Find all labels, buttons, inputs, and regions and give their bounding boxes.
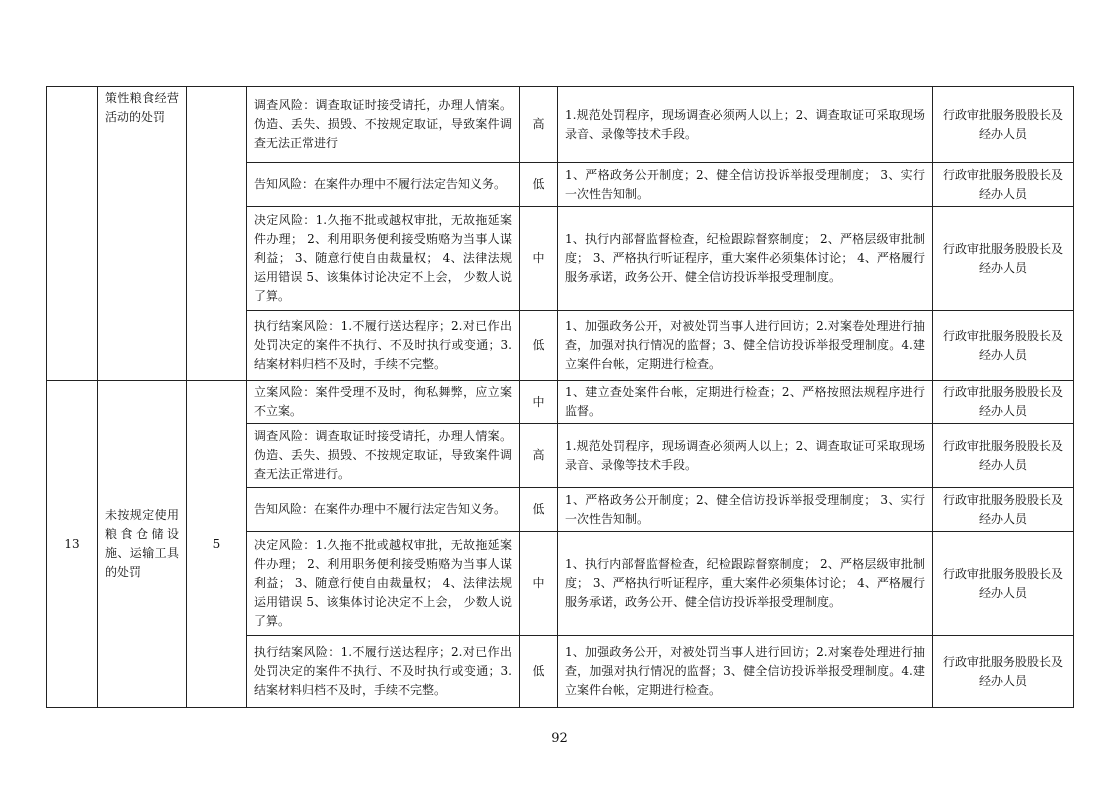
responsible-cell: 行政审批服务股股长及经办人员 <box>933 381 1074 424</box>
risk-table <box>46 86 1074 708</box>
risk-cell: 调查风险：调查取证时接受请托，办理人情案。伪造、丢失、损毁、不按规定取证，导致案件调查无法正常进行。 <box>247 424 520 488</box>
risk-cell: 告知风险：在案件办理中不履行法定告知义务。 <box>247 163 520 207</box>
responsible-cell: 行政审批服务股股长及经办人员 <box>933 636 1074 708</box>
risk-level: 低 <box>520 163 558 207</box>
measures-cell: 1、加强政务公开，对被处罚当事人进行回访；2.对案卷处理进行抽查，加强对执行情况的监督；3、健全信访投诉举报受理制度。4.建立案件台帐，定期进行检查。 <box>558 311 933 381</box>
measures-cell: 1.规范处罚程序，现场调查必须两人以上；2、调查取证可采取现场录音、录像等技术手段。 <box>558 424 933 488</box>
risk-level: 中 <box>520 207 558 311</box>
risk-cell: 决定风险：1.久拖不批或越权审批，无故拖延案件办理； 2、利用职务便利接受贿赂为当事人谋利益； 3、随意行使自由裁量权； 4、法律法规运用错误 5、该集体讨论决定不上会， 少数人说了算。 <box>247 532 520 636</box>
risk-cell: 决定风险：1.久拖不批或越权审批，无故拖延案件办理； 2、利用职务便利接受贿赂为当事人谋利益； 3、随意行使自由裁量权； 4、法律法规运用错误 5、该集体讨论决定不上会， 少数人说了算。 <box>247 207 520 311</box>
item-name-cell: 未按规定使用粮食仓储设施、运输工具的处罚 <box>98 381 187 708</box>
table-row <box>47 87 1074 163</box>
risk-cell: 执行结案风险：1.不履行送达程序；2.对已作出处罚决定的案件不执行、不及时执行或变通；3.结案材料归档不及时，手续不完整。 <box>247 311 520 381</box>
measures-cell: 1、严格政务公开制度；2、健全信访投诉举报受理制度； 3、实行一次性告知制。 <box>558 488 933 532</box>
responsible-cell: 行政审批服务股股长及经办人员 <box>933 488 1074 532</box>
measures-cell: 1、严格政务公开制度；2、健全信访投诉举报受理制度； 3、实行一次性告知制。 <box>558 163 933 207</box>
risk-cell: 告知风险：在案件办理中不履行法定告知义务。 <box>247 488 520 532</box>
risk-level: 中 <box>520 381 558 424</box>
measures-cell: 1、执行内部督监督检查，纪检跟踪督察制度； 2、严格层级审批制度； 3、严格执行听证程序，重大案件必须集体讨论； 4、严格履行服务承诺，政务公开、健全信访投诉举报受理制度。 <box>558 532 933 636</box>
risk-cell: 立案风险：案件受理不及时，徇私舞弊，应立案不立案。 <box>247 381 520 424</box>
measures-cell: 1.规范处罚程序，现场调查必须两人以上；2、调查取证可采取现场录音、录像等技术手段。 <box>558 87 933 163</box>
measures-cell: 1、建立查处案件台帐，定期进行检查；2、严格按照法规程序进行监督。 <box>558 381 933 424</box>
count-cell <box>187 87 247 381</box>
risk-level: 高 <box>520 424 558 488</box>
seq-cell: 13 <box>47 381 98 708</box>
responsible-cell: 行政审批服务股股长及经办人员 <box>933 424 1074 488</box>
risk-level: 低 <box>520 636 558 708</box>
risk-cell: 调查风险：调查取证时接受请托，办理人情案。伪造、丢失、损毁、不按规定取证，导致案件调查无法正常进行 <box>247 87 520 163</box>
item-name-cell: 策性粮食经营活动的处罚 <box>98 87 187 381</box>
risk-cell: 执行结案风险：1.不履行送达程序；2.对已作出处罚决定的案件不执行、不及时执行或变通；3.结案材料归档不及时，手续不完整。 <box>247 636 520 708</box>
responsible-cell: 行政审批服务股股长及经办人员 <box>933 207 1074 311</box>
measures-cell: 1、执行内部督监督检查，纪检跟踪督察制度； 2、严格层级审批制度； 3、严格执行听证程序，重大案件必须集体讨论； 4、严格履行服务承诺，政务公开、健全信访投诉举报受理制度。 <box>558 207 933 311</box>
responsible-cell: 行政审批服务股股长及经办人员 <box>933 163 1074 207</box>
measures-cell: 1、加强政务公开，对被处罚当事人进行回访；2.对案卷处理进行抽查，加强对执行情况的监督；3、健全信访投诉举报受理制度。4.建立案件台帐，定期进行检查。 <box>558 636 933 708</box>
responsible-cell: 行政审批服务股股长及经办人员 <box>933 311 1074 381</box>
seq-cell <box>47 87 98 381</box>
page-number: 92 <box>551 731 568 746</box>
count-cell: 5 <box>187 381 247 708</box>
risk-level: 中 <box>520 532 558 636</box>
risk-level: 低 <box>520 311 558 381</box>
responsible-cell: 行政审批服务股股长及经办人员 <box>933 532 1074 636</box>
risk-level: 高 <box>520 87 558 163</box>
responsible-cell: 行政审批服务股股长及经办人员 <box>933 87 1074 163</box>
risk-level: 低 <box>520 488 558 532</box>
table-row <box>47 381 1074 424</box>
